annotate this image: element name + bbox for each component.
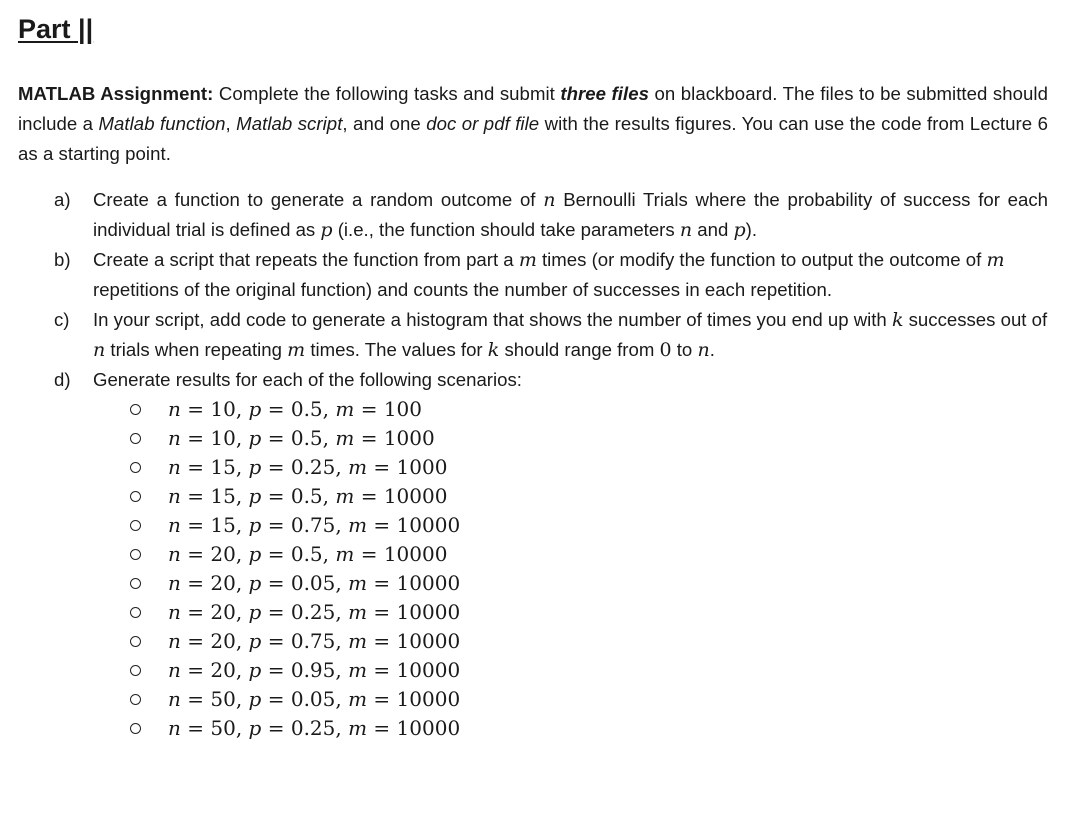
equals-sign: =	[261, 455, 291, 479]
hollow-bullet-icon	[130, 520, 141, 531]
task-text: and	[692, 219, 734, 240]
equals-sign: =	[261, 629, 291, 653]
matlab-function-emphasis: Matlab function	[98, 113, 226, 134]
task-text: trials when repeating	[105, 339, 288, 360]
var-p: p	[248, 571, 262, 595]
var-p: p	[248, 542, 262, 566]
equals-sign: =	[261, 716, 291, 740]
equals-sign: =	[180, 397, 211, 421]
hollow-bullet-icon	[130, 404, 141, 415]
intro-text: on blackboard. The files to be submitted should include a	[18, 83, 1049, 134]
comma: ,	[235, 513, 249, 537]
task-text: successes out of	[903, 309, 1048, 330]
value-n: 20	[210, 542, 236, 566]
comma: ,	[235, 716, 249, 740]
comma: ,	[322, 484, 336, 508]
var-p: p	[248, 716, 262, 740]
value-n: 10	[210, 426, 236, 450]
intro-text: Complete the following tasks and submit	[213, 83, 561, 104]
var-p: p	[248, 658, 262, 682]
comma: ,	[235, 397, 249, 421]
var-p: p	[248, 426, 262, 450]
math-var: p	[320, 219, 333, 241]
task-text: Create a script that repeats the function from part a	[93, 249, 519, 270]
equals-sign: =	[261, 687, 291, 711]
hollow-bullet-icon	[130, 723, 141, 734]
equals-sign: =	[180, 426, 211, 450]
math-var: n	[697, 339, 710, 361]
comma: ,	[322, 397, 336, 421]
value-n: 50	[210, 687, 236, 711]
value-p: 0.25	[290, 716, 336, 740]
equals-sign: =	[367, 513, 397, 537]
comma: ,	[335, 687, 349, 711]
equals-sign: =	[261, 513, 291, 537]
var-n: n	[168, 600, 181, 624]
document-page	[18, 12, 1048, 743]
value-p: 0.75	[290, 629, 336, 653]
task-text: should range from	[499, 339, 660, 360]
hollow-bullet-icon	[130, 578, 141, 589]
comma: ,	[235, 658, 249, 682]
scenario-equation	[168, 598, 460, 627]
equals-sign: =	[180, 484, 211, 508]
value-m: 10000	[396, 687, 461, 711]
equals-sign: =	[367, 658, 397, 682]
task-text: Bernoulli Trials where the probability of success for each individual trial is defined as	[93, 189, 1048, 240]
math-var: m	[986, 249, 1005, 271]
var-p: p	[248, 629, 262, 653]
equals-sign: =	[354, 397, 384, 421]
equals-sign: =	[261, 571, 291, 595]
assignment-label: MATLAB Assignment:	[18, 83, 214, 104]
var-n: n	[168, 397, 181, 421]
value-n: 15	[210, 513, 236, 537]
hollow-bullet-icon	[130, 549, 141, 560]
scenario-item	[18, 453, 1048, 482]
equals-sign: =	[180, 513, 211, 537]
task-text: .	[709, 339, 715, 360]
hollow-bullet-icon	[130, 665, 141, 676]
equals-sign: =	[180, 455, 211, 479]
task-label: b)	[54, 249, 71, 270]
comma: ,	[322, 542, 336, 566]
value-p: 0.95	[290, 658, 336, 682]
value-m: 10000	[396, 571, 461, 595]
value-p: 0.05	[290, 687, 336, 711]
var-m: m	[348, 716, 368, 740]
var-m: m	[348, 455, 368, 479]
comma: ,	[335, 600, 349, 624]
scenario-equation	[168, 656, 460, 685]
scenario-item	[18, 424, 1048, 453]
value-n: 15	[210, 455, 236, 479]
value-m: 10000	[396, 716, 461, 740]
value-p: 0.5	[290, 397, 323, 421]
equals-sign: =	[367, 600, 397, 624]
intro-text: , and one	[342, 113, 427, 134]
value-p: 0.05	[290, 571, 336, 595]
scenario-equation	[168, 540, 447, 569]
equals-sign: =	[261, 426, 291, 450]
equals-sign: =	[180, 600, 211, 624]
comma: ,	[235, 629, 249, 653]
equals-sign: =	[180, 629, 211, 653]
equals-sign: =	[367, 571, 397, 595]
value-n: 20	[210, 629, 236, 653]
equals-sign: =	[354, 542, 384, 566]
scenario-item	[18, 627, 1048, 656]
task-label: d)	[54, 369, 71, 390]
scenario-list	[18, 395, 1048, 743]
equals-sign: =	[367, 716, 397, 740]
assignment-intro	[18, 79, 1048, 169]
value-p: 0.75	[290, 513, 336, 537]
var-m: m	[335, 484, 355, 508]
equals-sign: =	[261, 484, 291, 508]
comma: ,	[235, 687, 249, 711]
var-m: m	[348, 571, 368, 595]
var-p: p	[248, 484, 262, 508]
task-text: In your script, add code to generate a histogram that shows the number of times you end up with	[93, 309, 892, 330]
value-n: 15	[210, 484, 236, 508]
task-text: times (or modify the function to output the outcome of	[536, 249, 987, 270]
scenario-item	[18, 482, 1048, 511]
comma: ,	[235, 542, 249, 566]
value-m: 1000	[383, 426, 435, 450]
hollow-bullet-icon	[130, 607, 141, 618]
three-files-emphasis: three files	[560, 83, 650, 104]
hollow-bullet-icon	[130, 636, 141, 647]
var-m: m	[335, 426, 355, 450]
doc-pdf-emphasis: doc or pdf file	[426, 113, 540, 134]
math-var: k	[891, 309, 904, 331]
value-p: 0.25	[290, 600, 336, 624]
equals-sign: =	[367, 687, 397, 711]
intro-text: ,	[225, 113, 237, 134]
hollow-bullet-icon	[130, 433, 141, 444]
equals-sign: =	[261, 600, 291, 624]
task-text: (i.e., the function should take parameters	[332, 219, 680, 240]
var-m: m	[335, 542, 355, 566]
part-title: Part ||	[18, 14, 94, 44]
scenario-equation	[168, 453, 447, 482]
var-p: p	[248, 600, 262, 624]
var-m: m	[348, 687, 368, 711]
equals-sign: =	[354, 426, 384, 450]
scenario-item	[18, 569, 1048, 598]
value-p: 0.5	[290, 426, 323, 450]
scenario-equation	[168, 395, 422, 424]
value-n: 50	[210, 716, 236, 740]
task-label: c)	[54, 309, 70, 330]
value-m: 1000	[396, 455, 448, 479]
task-text: ).	[745, 219, 757, 240]
comma: ,	[235, 571, 249, 595]
equals-sign: =	[354, 484, 384, 508]
var-m: m	[348, 629, 368, 653]
scenario-equation	[168, 511, 460, 540]
task-c	[18, 305, 1048, 365]
var-n: n	[168, 455, 181, 479]
value-n: 20	[210, 600, 236, 624]
scenario-item	[18, 656, 1048, 685]
value-m: 10000	[383, 542, 448, 566]
task-d	[18, 365, 1048, 395]
task-text: repetitions of the original function) and counts the number of successes in each repetition.	[93, 279, 833, 300]
math-var: m	[518, 249, 537, 271]
comma: ,	[335, 513, 349, 537]
value-n: 10	[210, 397, 236, 421]
scenario-item	[18, 714, 1048, 743]
var-m: m	[348, 658, 368, 682]
value-m: 10000	[383, 484, 448, 508]
var-n: n	[168, 658, 181, 682]
scenario-item	[18, 540, 1048, 569]
equals-sign: =	[367, 629, 397, 653]
var-n: n	[168, 571, 181, 595]
var-p: p	[248, 455, 262, 479]
value-m: 10000	[396, 629, 461, 653]
scenario-item	[18, 395, 1048, 424]
hollow-bullet-icon	[130, 462, 141, 473]
comma: ,	[335, 571, 349, 595]
var-n: n	[168, 716, 181, 740]
var-n: n	[168, 426, 181, 450]
task-list	[18, 185, 1048, 743]
value-m: 10000	[396, 600, 461, 624]
var-p: p	[248, 397, 262, 421]
hollow-bullet-icon	[130, 491, 141, 502]
comma: ,	[335, 658, 349, 682]
math-var: k	[487, 339, 500, 361]
var-m: m	[348, 600, 368, 624]
math-var: n	[679, 219, 693, 241]
comma: ,	[235, 455, 249, 479]
intro-text: with the results figures. You can use the code from Lecture 6 as a starting point.	[18, 113, 1048, 164]
var-n: n	[168, 629, 181, 653]
equals-sign: =	[180, 542, 211, 566]
equals-sign: =	[261, 542, 291, 566]
scenario-item	[18, 685, 1048, 714]
value-n: 20	[210, 571, 236, 595]
var-m: m	[348, 513, 368, 537]
value-p: 0.5	[290, 484, 323, 508]
equals-sign: =	[261, 397, 291, 421]
var-n: n	[168, 687, 181, 711]
var-m: m	[335, 397, 355, 421]
math-number: 0	[659, 339, 672, 361]
scenario-item	[18, 598, 1048, 627]
value-m: 10000	[396, 658, 461, 682]
value-m: 100	[383, 397, 423, 421]
var-n: n	[168, 484, 181, 508]
task-b	[18, 245, 1048, 305]
var-p: p	[248, 513, 262, 537]
task-text: times. The values for	[305, 339, 488, 360]
scenario-equation	[168, 685, 460, 714]
hollow-bullet-icon	[130, 694, 141, 705]
comma: ,	[322, 426, 336, 450]
scenario-equation	[168, 569, 460, 598]
value-p: 0.25	[290, 455, 336, 479]
var-p: p	[248, 687, 262, 711]
math-var: p	[733, 219, 746, 241]
equals-sign: =	[261, 658, 291, 682]
scenario-item	[18, 511, 1048, 540]
var-n: n	[168, 542, 181, 566]
math-var: n	[93, 339, 106, 361]
var-n: n	[168, 513, 181, 537]
scenario-equation	[168, 482, 447, 511]
comma: ,	[335, 455, 349, 479]
equals-sign: =	[180, 687, 211, 711]
task-a	[18, 185, 1048, 245]
comma: ,	[235, 600, 249, 624]
equals-sign: =	[367, 455, 397, 479]
equals-sign: =	[180, 571, 211, 595]
value-p: 0.5	[290, 542, 323, 566]
comma: ,	[235, 426, 249, 450]
value-m: 10000	[396, 513, 461, 537]
comma: ,	[235, 484, 249, 508]
math-var: m	[287, 339, 306, 361]
task-text: to	[671, 339, 698, 360]
task-text: Create a function to generate a random outcome of	[93, 189, 544, 210]
task-label: a)	[54, 189, 71, 210]
equals-sign: =	[180, 716, 211, 740]
task-text: Generate results for each of the following scenarios:	[93, 369, 522, 390]
scenario-equation	[168, 424, 435, 453]
matlab-script-emphasis: Matlab script	[236, 113, 343, 134]
comma: ,	[335, 629, 349, 653]
value-n: 20	[210, 658, 236, 682]
scenario-equation	[168, 714, 460, 743]
comma: ,	[335, 716, 349, 740]
scenario-equation	[168, 627, 460, 656]
math-var: n	[543, 189, 556, 211]
equals-sign: =	[180, 658, 211, 682]
